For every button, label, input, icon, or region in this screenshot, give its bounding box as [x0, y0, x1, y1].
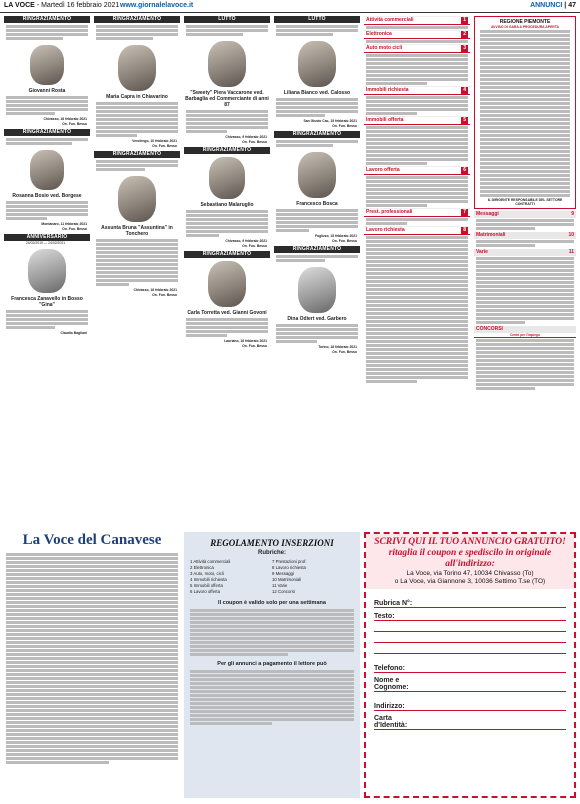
ad-block: [474, 339, 576, 390]
rules-title: REGOLAMENTO INSERZIONI: [210, 538, 334, 548]
notice-heading: LUTTO: [184, 16, 270, 23]
coupon-validity: Il coupon è valido solo per una settimana: [218, 600, 326, 606]
subcategory-label: Centri per l'impiego: [510, 333, 540, 337]
page-number: 47: [568, 2, 576, 9]
portrait-photo: [298, 152, 336, 198]
rubric-item: 10 Matrimoniali: [272, 577, 302, 582]
funeral-agency: On. Fun. Besso: [152, 144, 177, 148]
ad-block: [364, 96, 470, 115]
notice-text: [274, 253, 360, 264]
category-number: 9: [571, 211, 574, 217]
category-number: 3: [463, 45, 466, 51]
address-field: [374, 692, 566, 711]
rubric-item: 1 Attività commerciali: [190, 559, 231, 564]
notice-heading: RINGRAZIAMENTO: [94, 151, 180, 158]
notice-place: Chivasso, 9 febbraio 2021: [225, 135, 267, 139]
notice-place: Verolengo, 10 febbraio 2021: [132, 139, 177, 143]
funeral-agency: On. Fun. Besso: [332, 239, 357, 243]
category-header: [364, 166, 470, 175]
rubric-item: 8 Lavoro richiesta: [272, 565, 306, 570]
address-label: Indirizzo:: [374, 703, 405, 710]
funeral-agency: On. Fun. Besso: [242, 244, 267, 248]
notice-place: Chivasso, 16 febbraio 2021: [43, 117, 87, 121]
notice-place: Lauriano, 16 febbraio 2021: [224, 339, 267, 343]
text-label: Testo:: [374, 613, 395, 620]
category-header: [364, 226, 470, 235]
rubric-item: 3 Auto, moto, cicli: [190, 571, 224, 576]
notice-text: [94, 23, 180, 42]
rubric-item: 12 Concorsi: [272, 589, 295, 594]
id-card-input[interactable]: [407, 717, 580, 729]
category-number: 10: [568, 232, 574, 238]
notice-place: Torino, 16 febbraio 2021: [318, 345, 357, 349]
category-header: [364, 116, 470, 125]
portrait-photo: [30, 45, 64, 85]
category-label: Prest. professionali: [366, 209, 413, 215]
notice-subtitle: AVVISO DI GARA A PROCEDURA APERTA: [490, 25, 559, 29]
notice-body: [274, 207, 360, 234]
rules-subtitle: Rubriche:: [257, 550, 286, 556]
ad-block: [474, 240, 576, 247]
issue-date: - Martedì 16 febbraio 2021: [36, 2, 120, 9]
masthead: [4, 0, 119, 12]
notice-body: [94, 237, 180, 288]
phone-label: Telefono:: [374, 665, 405, 672]
rubric-input[interactable]: [412, 595, 456, 607]
ad-block: [364, 26, 470, 29]
category-number: 2: [463, 31, 466, 37]
deceased-name: Carla Torretta ved. Gianni Govoni: [187, 310, 267, 316]
portrait-photo: [298, 41, 336, 87]
deceased-name: Sebastiano Malaruglio: [200, 202, 254, 208]
deceased-name: Liliana Bianco ved. Calosso: [283, 90, 351, 96]
coupon-address-label: all'indirizzo:: [445, 559, 495, 569]
notice-heading: LUTTO: [274, 16, 360, 23]
funeral-agency: On. Fun. Besso: [62, 227, 87, 231]
category-label: Lavoro offerta: [366, 167, 400, 173]
ad-rules-box: [184, 532, 360, 798]
funeral-agency: On. Fun. Besso: [332, 350, 357, 354]
portrait-photo: [118, 45, 156, 91]
notice-body: [4, 94, 90, 117]
deceased-name: Maria Capra in Chiavarino: [106, 94, 168, 100]
newspaper-logo: La Voce del Canavese: [22, 532, 162, 548]
rubric-item: 11 Varie: [272, 583, 288, 588]
category-header: [474, 249, 576, 256]
notice-place: San Giusto Cac, 15 febbraio 2021: [303, 119, 357, 123]
coupon-address-2: o La Voce, via Giannone 3, 10036 Settimo T.se (TO): [394, 578, 546, 585]
rubric-item: 2 Elettronica: [190, 565, 214, 570]
ad-block: [364, 176, 470, 207]
portrait-photo: [209, 157, 245, 199]
funeral-agency: On. Fun. Besso: [242, 140, 267, 144]
ad-block: [474, 219, 576, 230]
notice-signature: Claudio Bagliani: [60, 331, 87, 335]
category-label: Messaggi: [476, 211, 499, 217]
ad-block: [364, 236, 470, 383]
coupon-instructions: ritaglia il coupon e spediscilo in originale: [388, 548, 552, 558]
category-header: [474, 232, 576, 239]
name-input[interactable]: [409, 679, 580, 691]
deceased-name: Rosanna Bosio ved. Borgese: [12, 193, 82, 199]
rubric-item: 5 Immobili offerta: [190, 583, 223, 588]
name-label: Nome e Cognome:: [374, 677, 409, 691]
portrait-photo: [208, 261, 246, 307]
publisher-info: [4, 532, 180, 765]
section-name: ANNUNCI: [530, 2, 563, 9]
notice-body: [274, 322, 360, 345]
ad-block: [474, 257, 576, 324]
notice-text: [94, 158, 180, 173]
page-header: [0, 0, 580, 13]
category-number: 6: [463, 167, 466, 173]
notice-body: [4, 308, 90, 331]
funeral-agency: On. Fun. Besso: [152, 293, 177, 297]
anniversary-dates: 24/02/2019 — 24/02/2021: [25, 241, 66, 245]
text-input-line[interactable]: [374, 641, 566, 653]
category-number: 5: [463, 117, 466, 123]
notice-text: [4, 136, 90, 147]
notice-body: [184, 208, 270, 239]
rubric-item: 7 Prestazioni prof.: [272, 559, 307, 564]
portrait-photo: [298, 267, 336, 313]
ad-block: [474, 333, 576, 338]
notice-heading: RINGRAZIAMENTO: [184, 147, 270, 154]
category-number: 4: [463, 87, 466, 93]
rules-text: [184, 667, 360, 728]
notice-body: [274, 96, 360, 119]
notice-body: [478, 30, 572, 197]
notice-heading: RINGRAZIAMENTO: [94, 16, 180, 23]
category-header: [364, 86, 470, 95]
notice-body: [184, 316, 270, 339]
notice-place: Montanaro, 11 febbraio 2021: [41, 222, 87, 226]
notice-heading: RINGRAZIAMENTO: [274, 131, 360, 138]
portrait-photo: [28, 249, 66, 293]
category-label: Immobili richiesta: [366, 87, 409, 93]
funeral-agency: On. Fun. Besso: [242, 344, 267, 348]
notice-body: [94, 100, 180, 139]
notice-text: [274, 23, 360, 38]
deceased-name: "Sweety" Piera Vaccarone ved. Barbaglia ed Commerciante di anni 87: [185, 90, 269, 108]
notice-signature: IL DIRIGENTE RESPONSABILE DEL SETTORE CONTRATTI: [487, 198, 563, 206]
category-label: Matrimoniali: [476, 232, 506, 238]
funeral-agency: On. Fun. Besso: [332, 124, 357, 128]
category-header: [364, 16, 470, 25]
category-label: Lavoro richiesta: [366, 227, 405, 233]
deceased-name: Giovanni Rosta: [28, 88, 66, 94]
category-label: Immobili offerta: [366, 117, 404, 123]
portrait-photo: [208, 41, 246, 87]
rules-text: [184, 606, 360, 659]
notice-text: [184, 23, 270, 38]
masthead-title: LA VOCE: [4, 2, 35, 9]
site-url[interactable]: www.giornalelavoce.it: [120, 2, 194, 9]
notice-heading: ANNIVERSARIO: [4, 234, 90, 241]
deceased-name: Francesco Bosca: [296, 201, 338, 207]
ad-block: [364, 126, 470, 165]
category-number: 7: [463, 209, 466, 215]
rubric-item: 9 Messaggi: [272, 571, 294, 576]
notice-heading: RINGRAZIAMENTO: [4, 16, 90, 23]
phone-field: [374, 654, 566, 673]
notice-body: [184, 108, 270, 135]
category-header: [364, 208, 470, 217]
category-number: 8: [463, 227, 466, 233]
rubric-label: Rubrica N°:: [374, 600, 413, 607]
name-field: [374, 673, 566, 692]
rubric-item: 6 Lavoro offerta: [190, 589, 221, 594]
notice-body: [4, 199, 90, 222]
category-header: [364, 44, 470, 53]
category-number: 11: [568, 249, 574, 255]
id-card-field: [374, 711, 566, 730]
id-card-label: Carta d'Identità:: [374, 715, 408, 729]
ad-coupon: [364, 532, 576, 798]
notice-heading: RINGRAZIAMENTO: [274, 246, 360, 253]
notice-place: Chivasso, 16 febbraio 2021: [133, 288, 177, 292]
classifieds-column: [364, 16, 470, 384]
category-label: CONCORSI: [476, 326, 503, 332]
obituary-column-1: [4, 16, 90, 336]
ad-block: [364, 218, 470, 225]
coupon-header: [366, 534, 574, 589]
rubric-item: 4 Immobili richiesta: [190, 577, 227, 582]
notice-text: [274, 138, 360, 149]
paid-ads-heading: Per gli annunci a pagamento il lettore può: [217, 661, 327, 667]
obituary-column-3: [184, 16, 270, 349]
rubric-field: [374, 589, 566, 608]
publisher-text: [4, 553, 180, 764]
notice-heading: RINGRAZIAMENTO: [4, 129, 90, 136]
category-header: [474, 326, 576, 333]
phone-input[interactable]: [405, 660, 580, 672]
deceased-name: Francesca Zanavello in Bosso "Gina": [11, 296, 83, 308]
category-header: [474, 211, 576, 218]
notice-heading: RINGRAZIAMENTO: [184, 251, 270, 258]
obituary-column-2: [94, 16, 180, 298]
coupon-address-1: La Voce, via Torino 47, 10034 Chivasso (To): [406, 570, 534, 577]
deceased-name: Assunta Bruna "Assuntina" in Tonchero: [101, 225, 173, 237]
notice-text: [4, 23, 90, 42]
category-label: Attività commerciali: [366, 17, 414, 23]
ad-block: [364, 40, 470, 43]
notice-place: Foglizzo, 15 febbraio 2021: [314, 234, 357, 238]
category-label: Auto moto cicli: [366, 45, 403, 51]
category-label: Varie: [476, 249, 488, 255]
address-input[interactable]: [405, 698, 580, 710]
category-label: Elettronica: [366, 31, 392, 37]
ad-block: [364, 54, 470, 85]
portrait-photo: [118, 176, 156, 222]
notice-place: Chivasso, 9 febbraio 2021: [225, 239, 267, 243]
notices-column: [474, 16, 576, 391]
category-number: 1: [463, 17, 466, 23]
coupon-cta: SCRIVI QUI IL TUO ANNUNCIO GRATUITO!: [374, 537, 566, 547]
rubric-list: [184, 556, 360, 598]
obituary-column-4: [274, 16, 360, 355]
funeral-agency: On. Fun. Besso: [62, 122, 87, 126]
category-header: [364, 30, 470, 39]
portrait-photo: [30, 150, 64, 190]
notice-authority: REGIONE PIEMONTE: [499, 19, 551, 25]
section-title: ANNUNCI | 47: [530, 2, 576, 9]
deceased-name: Dina Odiert ved. Garbero: [287, 316, 347, 322]
public-notice-box: [474, 16, 576, 209]
text-line: [374, 643, 566, 654]
